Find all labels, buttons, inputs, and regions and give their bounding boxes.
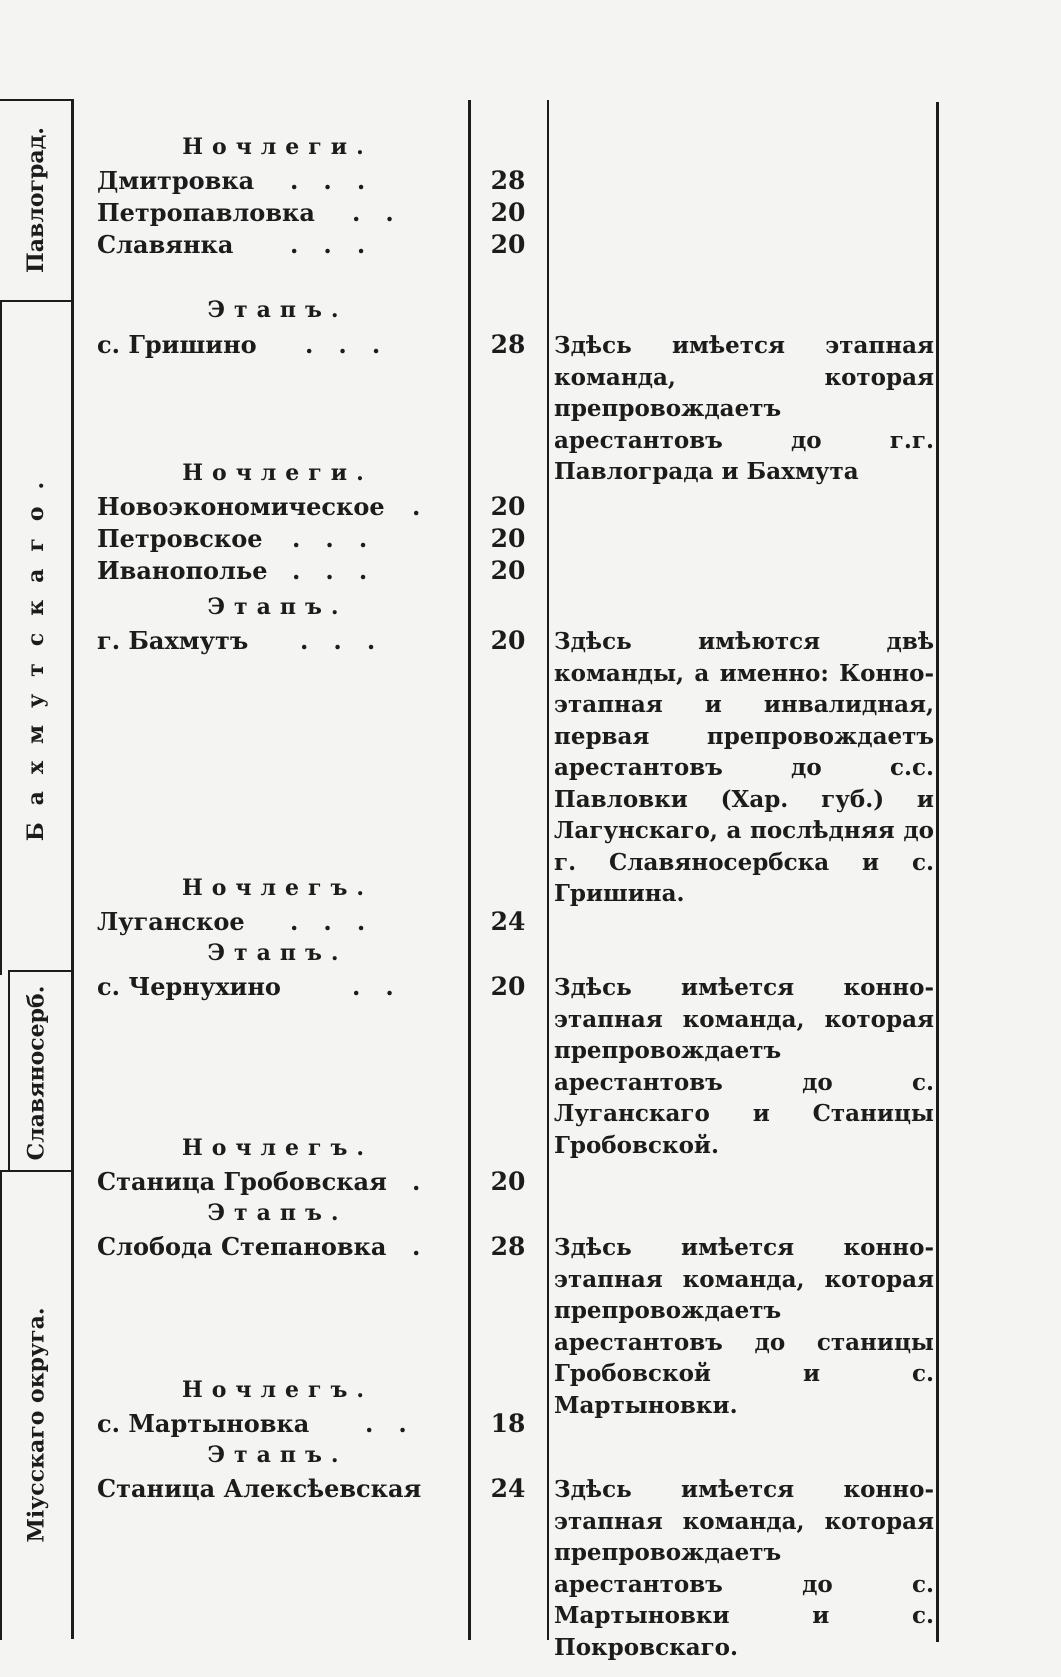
distance-value: 20 bbox=[490, 492, 526, 521]
place-name: Станица Гробовская bbox=[97, 1167, 387, 1196]
section-heading-overnight: Ночлегъ. bbox=[181, 1377, 374, 1403]
distance-value: 20 bbox=[490, 1167, 526, 1196]
distance-value: 20 bbox=[490, 972, 526, 1001]
distance-value: 24 bbox=[490, 1474, 526, 1503]
place-name: Славянка bbox=[97, 230, 234, 259]
distance-value: 28 bbox=[490, 330, 526, 359]
distance-value: 24 bbox=[490, 907, 526, 936]
leader-dots: . . bbox=[365, 1409, 407, 1438]
section-heading-overnight: Ночлегъ. bbox=[181, 875, 374, 901]
place-name: Дмитровка bbox=[97, 166, 255, 195]
district-label-miussk: Міусскаго округа. bbox=[23, 1307, 49, 1543]
distance-value: 20 bbox=[490, 626, 526, 655]
distance-value: 20 bbox=[490, 230, 526, 259]
district-label-slavyanoserb: Славяносерб. bbox=[23, 985, 50, 1160]
names-column-rule bbox=[468, 100, 471, 1640]
place-name: Петропавловка bbox=[97, 198, 315, 227]
distance-value: 20 bbox=[490, 556, 526, 585]
district-separator bbox=[8, 970, 72, 972]
section-heading-overnight: Ночлегъ. bbox=[181, 1135, 374, 1161]
place-name: Петровское bbox=[97, 524, 263, 553]
leader-dots: . . . bbox=[290, 230, 366, 259]
section-heading-stage: Этапъ. bbox=[207, 1442, 348, 1468]
distance-column-rule bbox=[547, 100, 549, 1640]
place-name: Слобода Степановка bbox=[97, 1232, 387, 1261]
place-name: Станица Алексѣевская bbox=[97, 1474, 422, 1503]
district-separator bbox=[0, 300, 72, 302]
section-heading-overnight: Ночлеги. bbox=[182, 460, 373, 486]
leader-dots: . . . bbox=[292, 556, 368, 585]
district-separator bbox=[0, 1170, 72, 1172]
leader-dots: . . bbox=[352, 198, 394, 227]
remark-note: Здѣсь имѣется этапная команда, которая препровождаетъ арестантовъ до г.г. Павлограда и Бахмута bbox=[554, 332, 934, 485]
leader-dots: . . . bbox=[290, 166, 366, 195]
remark-note: Здѣсь имѣется конно-этапная команда, которая препровождаетъ арестантовъ до станицы Гробовской и с. Мартыновки. bbox=[554, 1234, 934, 1419]
section-heading-stage: Этапъ. bbox=[207, 297, 348, 323]
place-name: Новоэкономическое bbox=[97, 492, 385, 521]
right-border-rule bbox=[936, 102, 939, 1642]
distance-value: 28 bbox=[490, 1232, 526, 1261]
leader-dots: . . . bbox=[290, 907, 366, 936]
section-heading-stage: Этапъ. bbox=[207, 940, 348, 966]
district-label-pavlograd: Павлоград. bbox=[23, 127, 50, 273]
place-name: с. Мартыновка bbox=[97, 1409, 310, 1438]
section-heading-stage: Этапъ. bbox=[207, 1200, 348, 1226]
place-name: г. Бахмутъ bbox=[97, 626, 249, 655]
place-name: Иванополье bbox=[97, 556, 268, 585]
distance-value: 28 bbox=[490, 166, 526, 195]
leader-dots: . . . bbox=[292, 524, 368, 553]
remark-note: Здѣсь имѣется конно-этапная команда, которая препровождаетъ арестантовъ до с. Луганскаго и Станицы Гробовской. bbox=[554, 974, 934, 1159]
remark-note: Здѣсь имѣются двѣ команды, а именно: Конно-этапная и инвалидная, первая препровождаетъ арестантовъ до с.с. Павловки (Хар. губ.) и Лагунскаго, а послѣдняя до г. Славяносербска и с. Гришина. bbox=[554, 628, 934, 907]
section-heading-overnight: Ночлеги. bbox=[182, 134, 373, 160]
place-name: с. Гришино bbox=[97, 330, 257, 359]
distance-value: 18 bbox=[490, 1409, 526, 1438]
remark-note: Здѣсь имѣется конно-этапная команда, которая препровождаетъ арестантовъ до с. Мартыновки и с. Покровскаго. bbox=[554, 1476, 934, 1661]
leader-dots: . bbox=[412, 1167, 421, 1196]
place-name: Луганское bbox=[97, 907, 245, 936]
leader-dots: . . . bbox=[305, 330, 381, 359]
leader-dots: . . . bbox=[300, 626, 376, 655]
district-label-bakhmut: Бахмутскаго. bbox=[23, 464, 50, 841]
leader-dots: . bbox=[412, 492, 421, 521]
section-heading-stage: Этапъ. bbox=[207, 594, 348, 620]
distance-value: 20 bbox=[490, 198, 526, 227]
distance-value: 20 bbox=[490, 524, 526, 553]
leader-dots: . bbox=[412, 1232, 421, 1261]
leader-dots: . . bbox=[352, 972, 394, 1001]
place-name: с. Чернухино bbox=[97, 972, 281, 1001]
